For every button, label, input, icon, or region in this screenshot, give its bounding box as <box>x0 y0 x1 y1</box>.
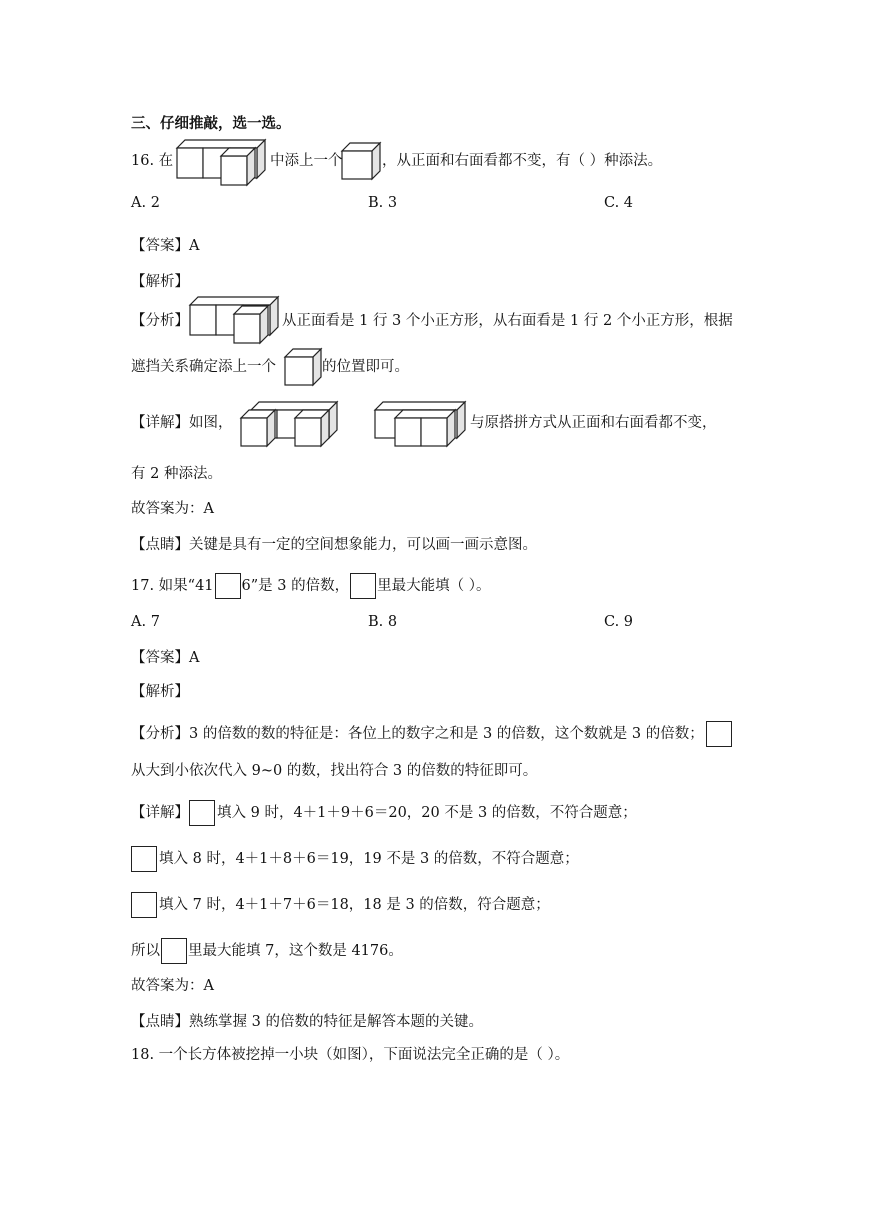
q17-fenxi-text: 【分析】3 的倍数的数的特征是：各位上的数字之和是 3 的倍数，这个数就是 3 的倍数； <box>131 726 704 742</box>
q17-detail2: 填入 8 时，4＋1＋8＋6＝19，19 不是 3 的倍数，不符合题意； <box>159 851 579 867</box>
q16-option-c: C. 4 <box>604 195 634 211</box>
q16-point: 【点睛】关键是具有一定的空间想象能力，可以画一画示意图。 <box>131 537 537 553</box>
q17-final: 故答案为：A <box>131 978 214 994</box>
q16-option-a: A. 2 <box>131 195 160 211</box>
q17-stem <box>131 573 491 599</box>
q17-conclude-b: 里最大能填 7，这个数是 4176。 <box>188 943 403 959</box>
q17-option-a: A. 7 <box>131 614 160 630</box>
q16-analysis-figure-icon <box>190 297 282 345</box>
q17-point: 【点睛】熟练掌握 3 的倍数的特征是解答本题的关键。 <box>131 1014 483 1030</box>
q17-text-c: 里最大能填（ ）。 <box>377 578 491 594</box>
q17-answer: 【答案】A <box>131 650 200 666</box>
q16-num: 16. 在 <box>131 153 174 169</box>
blank-box <box>131 846 157 872</box>
q18-stem: 18. 一个长方体被挖掉一小块（如图），下面说法完全正确的是（ ）。 <box>131 1047 570 1063</box>
section-title: 三、仔细推敲，选一选。 <box>131 115 291 132</box>
arrangement-2-icon <box>375 402 471 450</box>
q16-fenxi-text2b: 的位置即可。 <box>322 359 409 375</box>
q17-fenxi <box>131 721 732 747</box>
q16-option-b: B. 3 <box>368 195 398 211</box>
q17-text-a: 17. 如果“41 <box>131 578 214 594</box>
blank-box <box>706 721 732 747</box>
q16-fenxi-text2a: 遮挡关系确定添上一个 <box>131 359 276 375</box>
blank-box <box>189 800 215 826</box>
blank-box <box>215 573 241 599</box>
q17-detail-line3 <box>131 892 550 918</box>
blank-box <box>161 938 187 964</box>
q16-fenxi-text1: 从正面看是 1 行 3 个小正方形，从右面看是 1 行 2 个小正方形，根据 <box>282 313 733 329</box>
single-cube-icon <box>342 143 382 181</box>
q17-option-c: C. 9 <box>604 614 634 630</box>
q17-option-b: B. 8 <box>368 614 398 630</box>
arrangement-1-icon <box>241 402 341 450</box>
q16-detail-label: 【详解】如图， <box>131 415 233 431</box>
q16-analysis-head: 【解析】 <box>131 274 189 290</box>
q17-detail1: 填入 9 时，4＋1＋9＋6＝20，20 不是 3 的倍数，不符合题意； <box>217 805 637 821</box>
blank-box <box>131 892 157 918</box>
q17-detail-label: 【详解】 <box>131 805 189 821</box>
q16-fenxi-label: 【分析】 <box>131 313 189 329</box>
q17-fenxi2: 从大到小依次代入 9~0 的数，找出符合 3 的倍数的特征即可。 <box>131 763 538 779</box>
q17-detail3: 填入 7 时，4＋1＋7＋6＝18，18 是 3 的倍数，符合题意； <box>159 897 550 913</box>
q17-detail-line2 <box>131 846 579 872</box>
q17-detail-line1 <box>131 800 637 826</box>
q17-conclude <box>131 938 403 964</box>
single-cube-icon-2 <box>285 349 325 387</box>
q16-detail-text1: 与原搭拼方式从正面和右面看都不变， <box>470 415 717 431</box>
blank-box <box>350 573 376 599</box>
q16-detail-text2: 有 2 种添法。 <box>131 466 222 482</box>
q16-final: 故答案为：A <box>131 501 214 517</box>
q17-conclude-a: 所以 <box>131 943 160 959</box>
q16-after-fig: 中添上一个 <box>270 153 343 169</box>
q17-text-b: 6”是 3 的倍数， <box>241 578 350 594</box>
q17-analysis-head: 【解析】 <box>131 684 189 700</box>
q16-after-cube: ，从正面和右面看都不变，有（ ）种添法。 <box>382 153 663 169</box>
q16-figure-icon <box>177 140 269 186</box>
q16-answer: 【答案】A <box>131 238 200 254</box>
